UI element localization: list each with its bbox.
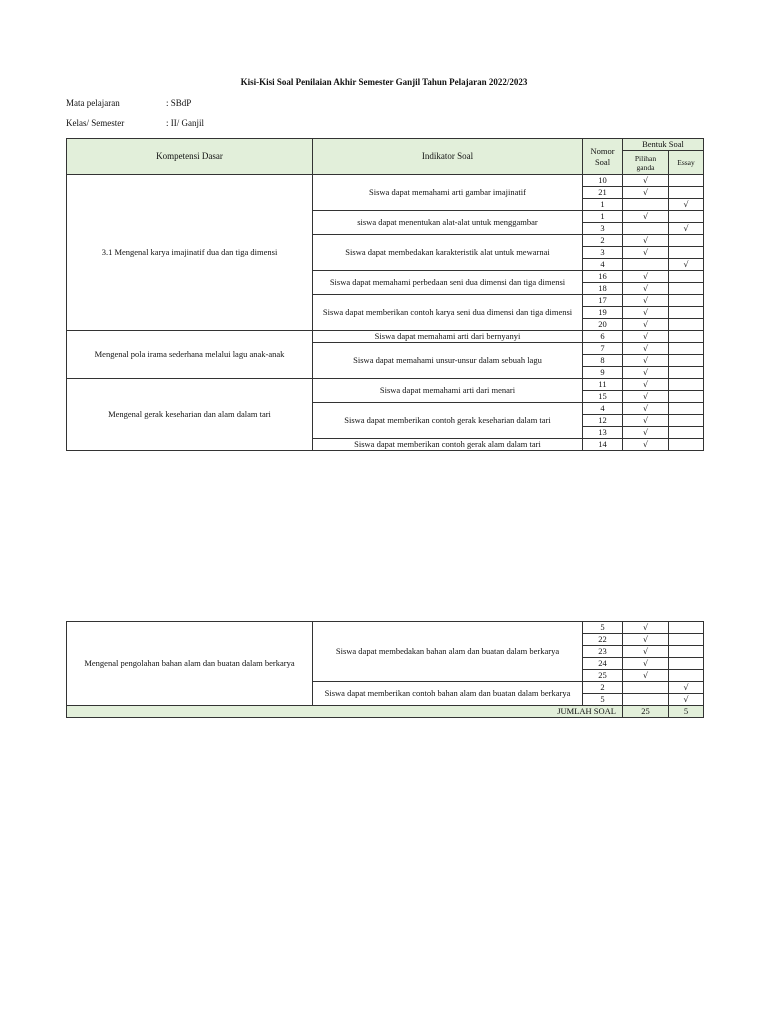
essay-cell bbox=[669, 379, 704, 391]
essay-cell bbox=[669, 295, 704, 307]
indikator-cell: Siswa dapat memahami arti dari bernyanyi bbox=[313, 331, 583, 343]
essay-cell: √ bbox=[669, 694, 704, 706]
nomor-cell: 8 bbox=[583, 355, 623, 367]
essay-cell bbox=[669, 247, 704, 259]
meta-subject-value: : SBdP bbox=[166, 98, 192, 108]
essay-cell bbox=[669, 331, 704, 343]
essay-cell bbox=[669, 283, 704, 295]
meta-class-label: Kelas/ Semester bbox=[66, 118, 125, 128]
header-bentuk: Bentuk Soal bbox=[623, 139, 704, 151]
essay-cell bbox=[669, 235, 704, 247]
essay-cell: √ bbox=[669, 259, 704, 271]
total-pg: 25 bbox=[623, 706, 669, 718]
pg-cell: √ bbox=[623, 295, 669, 307]
nomor-cell: 22 bbox=[583, 634, 623, 646]
pg-cell: √ bbox=[623, 646, 669, 658]
kompetensi-cell: Mengenal gerak keseharian dan alam dalam tari bbox=[67, 379, 313, 451]
pg-cell: √ bbox=[623, 379, 669, 391]
pg-cell: √ bbox=[623, 355, 669, 367]
pg-cell: √ bbox=[623, 319, 669, 331]
header-essay: Essay bbox=[669, 151, 704, 175]
kompetensi-cell: 3.1 Mengenal karya imajinatif dua dan tiga dimensi bbox=[67, 175, 313, 331]
meta-class-value: : II/ Ganjil bbox=[166, 118, 204, 128]
indikator-cell: Siswa dapat memahami unsur-unsur dalam sebuah lagu bbox=[313, 343, 583, 379]
nomor-cell: 13 bbox=[583, 427, 623, 439]
pg-cell: √ bbox=[623, 283, 669, 295]
indikator-cell: Siswa dapat memahami arti dari menari bbox=[313, 379, 583, 403]
kompetensi-cell: Mengenal pola irama sederhana melalui lagu anak-anak bbox=[67, 331, 313, 379]
pg-cell bbox=[623, 259, 669, 271]
indikator-cell: siswa dapat menentukan alat-alat untuk menggambar bbox=[313, 211, 583, 235]
nomor-cell: 9 bbox=[583, 367, 623, 379]
meta-subject bbox=[66, 98, 191, 108]
nomor-cell: 11 bbox=[583, 379, 623, 391]
kompetensi-cell: Mengenal pengolahan bahan alam dan buatan dalam berkarya bbox=[67, 622, 313, 706]
nomor-cell: 3 bbox=[583, 223, 623, 235]
nomor-cell: 18 bbox=[583, 283, 623, 295]
nomor-cell: 25 bbox=[583, 670, 623, 682]
total-label: JUMLAH SOAL bbox=[67, 706, 623, 718]
nomor-cell: 5 bbox=[583, 622, 623, 634]
essay-cell bbox=[669, 622, 704, 634]
nomor-cell: 23 bbox=[583, 646, 623, 658]
meta-class bbox=[66, 118, 204, 128]
essay-cell bbox=[669, 307, 704, 319]
essay-cell bbox=[669, 271, 704, 283]
nomor-cell: 24 bbox=[583, 658, 623, 670]
pg-cell: √ bbox=[623, 343, 669, 355]
pg-cell: √ bbox=[623, 307, 669, 319]
essay-cell bbox=[669, 427, 704, 439]
document-title: Kisi-Kisi Soal Penilaian Akhir Semester Ganjil Tahun Pelajaran 2022/2023 bbox=[240, 77, 528, 87]
table-row bbox=[67, 379, 704, 391]
nomor-cell: 19 bbox=[583, 307, 623, 319]
essay-cell bbox=[669, 634, 704, 646]
nomor-cell: 1 bbox=[583, 199, 623, 211]
nomor-cell: 14 bbox=[583, 439, 623, 451]
indikator-cell: Siswa dapat membedakan bahan alam dan buatan dalam berkarya bbox=[313, 622, 583, 682]
nomor-cell: 15 bbox=[583, 391, 623, 403]
essay-cell bbox=[669, 175, 704, 187]
nomor-cell: 12 bbox=[583, 415, 623, 427]
essay-cell bbox=[669, 391, 704, 403]
pg-cell: √ bbox=[623, 187, 669, 199]
header-indikator: Indikator Soal bbox=[313, 139, 583, 175]
essay-cell bbox=[669, 658, 704, 670]
essay-cell bbox=[669, 403, 704, 415]
pg-cell: √ bbox=[623, 367, 669, 379]
indikator-cell: Siswa dapat membedakan karakteristik alat untuk mewarnai bbox=[313, 235, 583, 271]
essay-cell bbox=[669, 187, 704, 199]
nomor-cell: 4 bbox=[583, 403, 623, 415]
nomor-cell: 6 bbox=[583, 331, 623, 343]
pg-cell: √ bbox=[623, 439, 669, 451]
nomor-cell: 16 bbox=[583, 271, 623, 283]
indikator-cell: Siswa dapat memahami arti gambar imajinatif bbox=[313, 175, 583, 211]
nomor-cell: 4 bbox=[583, 259, 623, 271]
pg-cell bbox=[623, 199, 669, 211]
essay-cell bbox=[669, 415, 704, 427]
header-nomor: Nomor Soal bbox=[583, 139, 623, 175]
pg-cell: √ bbox=[623, 403, 669, 415]
essay-cell: √ bbox=[669, 223, 704, 235]
pg-cell: √ bbox=[623, 175, 669, 187]
essay-cell bbox=[669, 211, 704, 223]
essay-cell bbox=[669, 355, 704, 367]
indikator-cell: Siswa dapat memberikan contoh gerak alam dalam tari bbox=[313, 439, 583, 451]
nomor-cell: 7 bbox=[583, 343, 623, 355]
essay-cell bbox=[669, 319, 704, 331]
nomor-cell: 17 bbox=[583, 295, 623, 307]
grid-table-continued bbox=[66, 621, 704, 718]
total-essay: 5 bbox=[669, 706, 704, 718]
pg-cell bbox=[623, 694, 669, 706]
pg-cell: √ bbox=[623, 391, 669, 403]
pg-cell: √ bbox=[623, 271, 669, 283]
pg-cell: √ bbox=[623, 415, 669, 427]
pg-cell bbox=[623, 682, 669, 694]
pg-cell: √ bbox=[623, 247, 669, 259]
essay-cell: √ bbox=[669, 199, 704, 211]
pg-cell: √ bbox=[623, 658, 669, 670]
essay-cell bbox=[669, 439, 704, 451]
pg-cell: √ bbox=[623, 235, 669, 247]
essay-cell bbox=[669, 343, 704, 355]
nomor-cell: 21 bbox=[583, 187, 623, 199]
nomor-cell: 2 bbox=[583, 682, 623, 694]
header-kompetensi: Kompetensi Dasar bbox=[67, 139, 313, 175]
pg-cell bbox=[623, 223, 669, 235]
indikator-cell: Siswa dapat memberikan contoh bahan alam dan buatan dalam berkarya bbox=[313, 682, 583, 706]
meta-subject-label: Mata pelajaran bbox=[66, 98, 120, 108]
essay-cell bbox=[669, 367, 704, 379]
essay-cell: √ bbox=[669, 682, 704, 694]
table-row bbox=[67, 331, 704, 343]
table-row bbox=[67, 175, 704, 187]
grid-table-main bbox=[66, 138, 704, 451]
nomor-cell: 3 bbox=[583, 247, 623, 259]
essay-cell bbox=[669, 646, 704, 658]
pg-cell: √ bbox=[623, 622, 669, 634]
essay-cell bbox=[669, 670, 704, 682]
pg-cell: √ bbox=[623, 634, 669, 646]
indikator-cell: Siswa dapat memberikan contoh karya seni dua dimensi dan tiga dimensi bbox=[313, 295, 583, 331]
indikator-cell: Siswa dapat memahami perbedaan seni dua dimensi dan tiga dimensi bbox=[313, 271, 583, 295]
pg-cell: √ bbox=[623, 427, 669, 439]
nomor-cell: 20 bbox=[583, 319, 623, 331]
total-row bbox=[67, 706, 704, 718]
table-row bbox=[67, 622, 704, 634]
nomor-cell: 5 bbox=[583, 694, 623, 706]
nomor-cell: 2 bbox=[583, 235, 623, 247]
header-pg: Pilihan ganda bbox=[623, 151, 669, 175]
pg-cell: √ bbox=[623, 670, 669, 682]
nomor-cell: 1 bbox=[583, 211, 623, 223]
nomor-cell: 10 bbox=[583, 175, 623, 187]
pg-cell: √ bbox=[623, 331, 669, 343]
indikator-cell: Siswa dapat memberikan contoh gerak keseharian dalam tari bbox=[313, 403, 583, 439]
pg-cell: √ bbox=[623, 211, 669, 223]
